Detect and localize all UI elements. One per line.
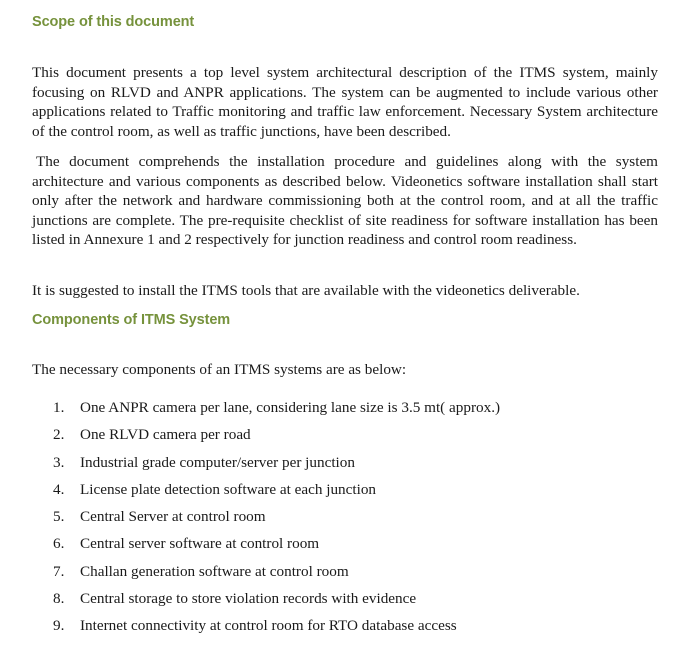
list-item-text: License plate detection software at each junction bbox=[80, 480, 377, 498]
list-item-text: Central Server at control room bbox=[80, 508, 266, 526]
components-heading: Components of ITMS System bbox=[32, 312, 231, 328]
list-item-text: Challan generation software at control room bbox=[80, 562, 349, 580]
list-item-text: Central storage to store violation records with evidence bbox=[80, 590, 417, 608]
list-item-text: One RLVD camera per road bbox=[80, 426, 251, 444]
list-item-text: One ANPR camera per lane, considering lane size is 3.5 mt( approx.) bbox=[80, 399, 501, 416]
list-item-number: 2. bbox=[53, 426, 65, 444]
list-item-text: Internet connectivity at control room for RTO database access bbox=[80, 617, 457, 635]
list-item-number: 6. bbox=[53, 535, 65, 553]
list-item-text: Industrial grade computer/server per junction bbox=[80, 453, 355, 471]
list-item-text: Central server software at control room bbox=[80, 535, 320, 553]
list-item-number: 3. bbox=[53, 453, 65, 471]
list-item-number: 1. bbox=[53, 399, 65, 416]
components-intro: The necessary components of an ITMS systems are as below: bbox=[32, 361, 407, 378]
list-item-number: 9. bbox=[53, 617, 65, 635]
list-item-number: 7. bbox=[53, 562, 65, 580]
list-item-number: 4. bbox=[53, 480, 65, 498]
scope-paragraph-3: It is suggested to install the ITMS tools that are available with the videonetics deliverable. bbox=[32, 282, 580, 299]
list-item-number: 5. bbox=[53, 508, 65, 526]
scope-paragraph-2: The document comprehends the installation procedure and guidelines along with the system architecture and various components as described below. Videonetics software installation shall start only after the network and hardware commissioning both at the control room, and at all the traffic junctions are complete. The pre-requisite checklist of site readiness for software installation has been listed in Annexure 1 and 2 respectively for junction readiness and control room readiness. bbox=[32, 153, 658, 249]
scope-paragraph-1: This document presents a top level system architectural description of the ITMS system, mainly focusing on RLVD and ANPR applications. The system can be augmented to include various other applications related to Traffic monitoring and traffic law enforcement. Necessary System architecture of the control room, as well as traffic junctions, have been described. bbox=[32, 64, 658, 140]
scope-heading: Scope of this document bbox=[32, 14, 195, 30]
list-item-number: 8. bbox=[53, 590, 65, 608]
